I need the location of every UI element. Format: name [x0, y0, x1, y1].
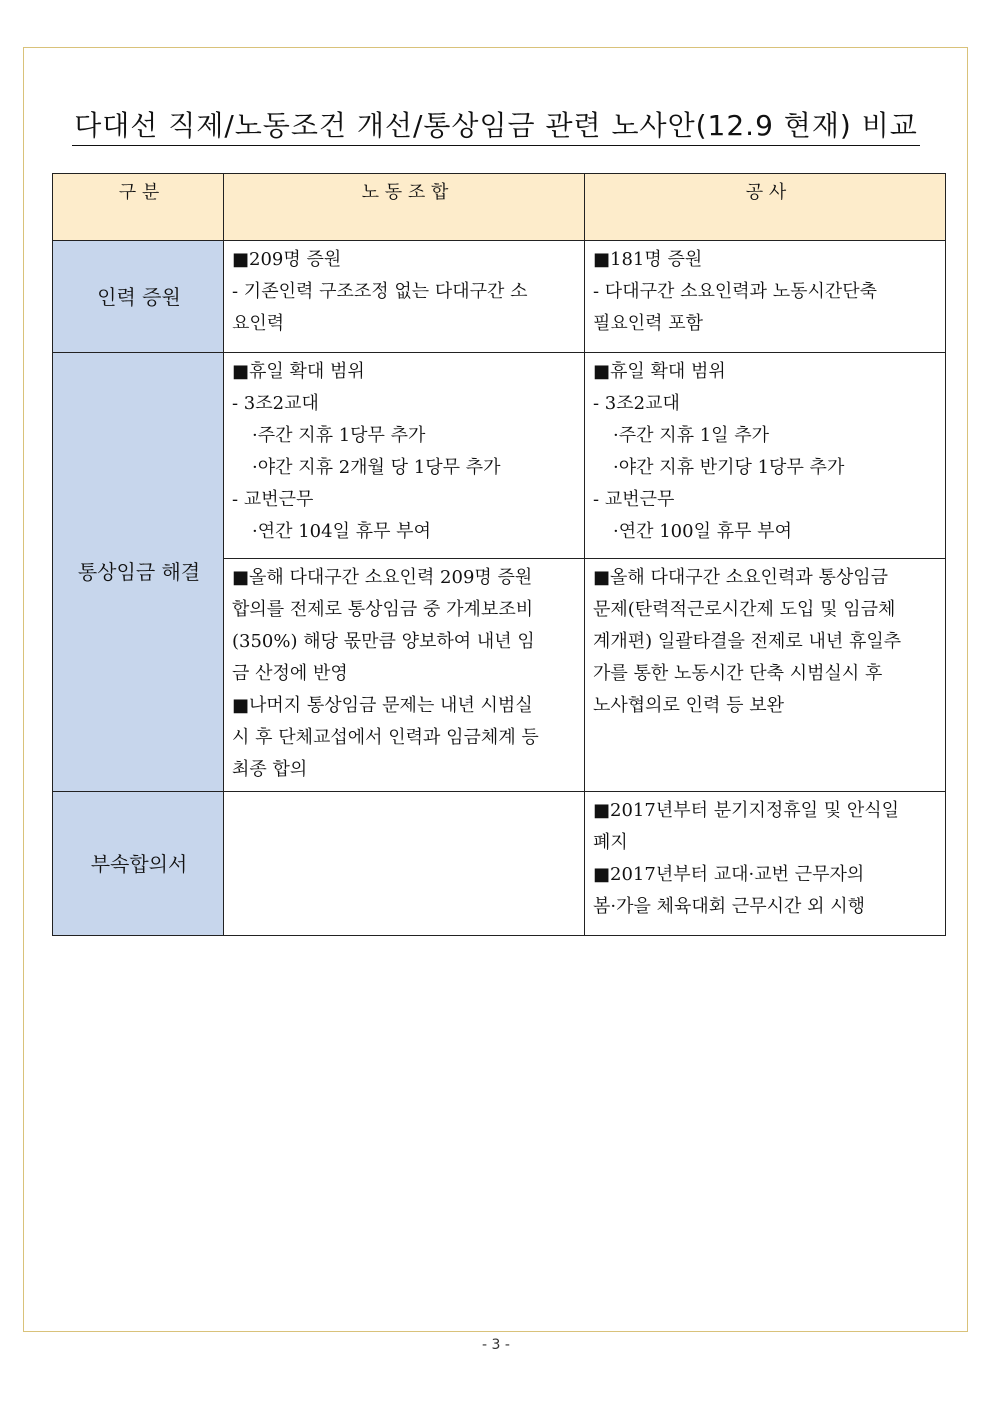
cell-corporation-supplementary: ■2017년부터 분기지정휴일 및 안식일 폐지 ■2017년부터 교대·교번 근무자의 봄·가을 체육대회 근무시간 외 시행	[585, 792, 946, 936]
category-staffing: 인력 증원	[53, 241, 224, 353]
table-row	[53, 241, 946, 353]
category-wage: 통상임금 해결	[53, 353, 224, 792]
table-row	[53, 353, 946, 559]
cell-corporation-wage-agreement: ■올해 다대구간 소요인력과 통상임금 문제(탄력적근로시간제 도입 및 임금체 계개편) 일괄타결을 전제로 내년 휴일추 가를 통한 노동시간 단축 시범실시 후 노사협의로 인력 등 보완	[585, 559, 946, 792]
cell-union-wage-holidays: ■휴일 확대 범위 - 3조2교대 ·주간 지휴 1당무 추가 ·야간 지휴 2개월 당 1당무 추가 - 교번근무 ·연간 104일 휴무 부여	[224, 353, 585, 559]
cell-corporation-staffing: ■181명 증원 - 다대구간 소요인력과 노동시간단축 필요인력 포함	[585, 241, 946, 353]
table-row	[53, 792, 946, 936]
cell-union-supplementary	[224, 792, 585, 936]
cell-union-staffing: ■209명 증원 - 기존인력 구조조정 없는 다대구간 소 요인력	[224, 241, 585, 353]
header-union: 노 동 조 합	[224, 174, 585, 241]
table-header-row	[53, 174, 946, 241]
header-corporation: 공 사	[585, 174, 946, 241]
header-category: 구 분	[53, 174, 224, 241]
category-supplementary: 부속합의서	[53, 792, 224, 936]
document-title: 다대선 직제/노동조건 개선/통상임금 관련 노사안(12.9 현재) 비교	[0, 104, 992, 144]
cell-union-wage-agreement: ■올해 다대구간 소요인력 209명 증원 합의를 전제로 통상임금 중 가계보조비 (350%) 해당 몫만큼 양보하여 내년 임 금 산정에 반영 ■나머지 통상임금 문제는 내년 시범실 시 후 단체교섭에서 인력과 임금체계 등 최종 합의	[224, 559, 585, 792]
comparison-table	[52, 173, 946, 936]
cell-corporation-wage-holidays: ■휴일 확대 범위 - 3조2교대 ·주간 지휴 1일 추가 ·야간 지휴 반기당 1당무 추가 - 교번근무 ·연간 100일 휴무 부여	[585, 353, 946, 559]
page-number: - 3 -	[482, 1337, 510, 1353]
